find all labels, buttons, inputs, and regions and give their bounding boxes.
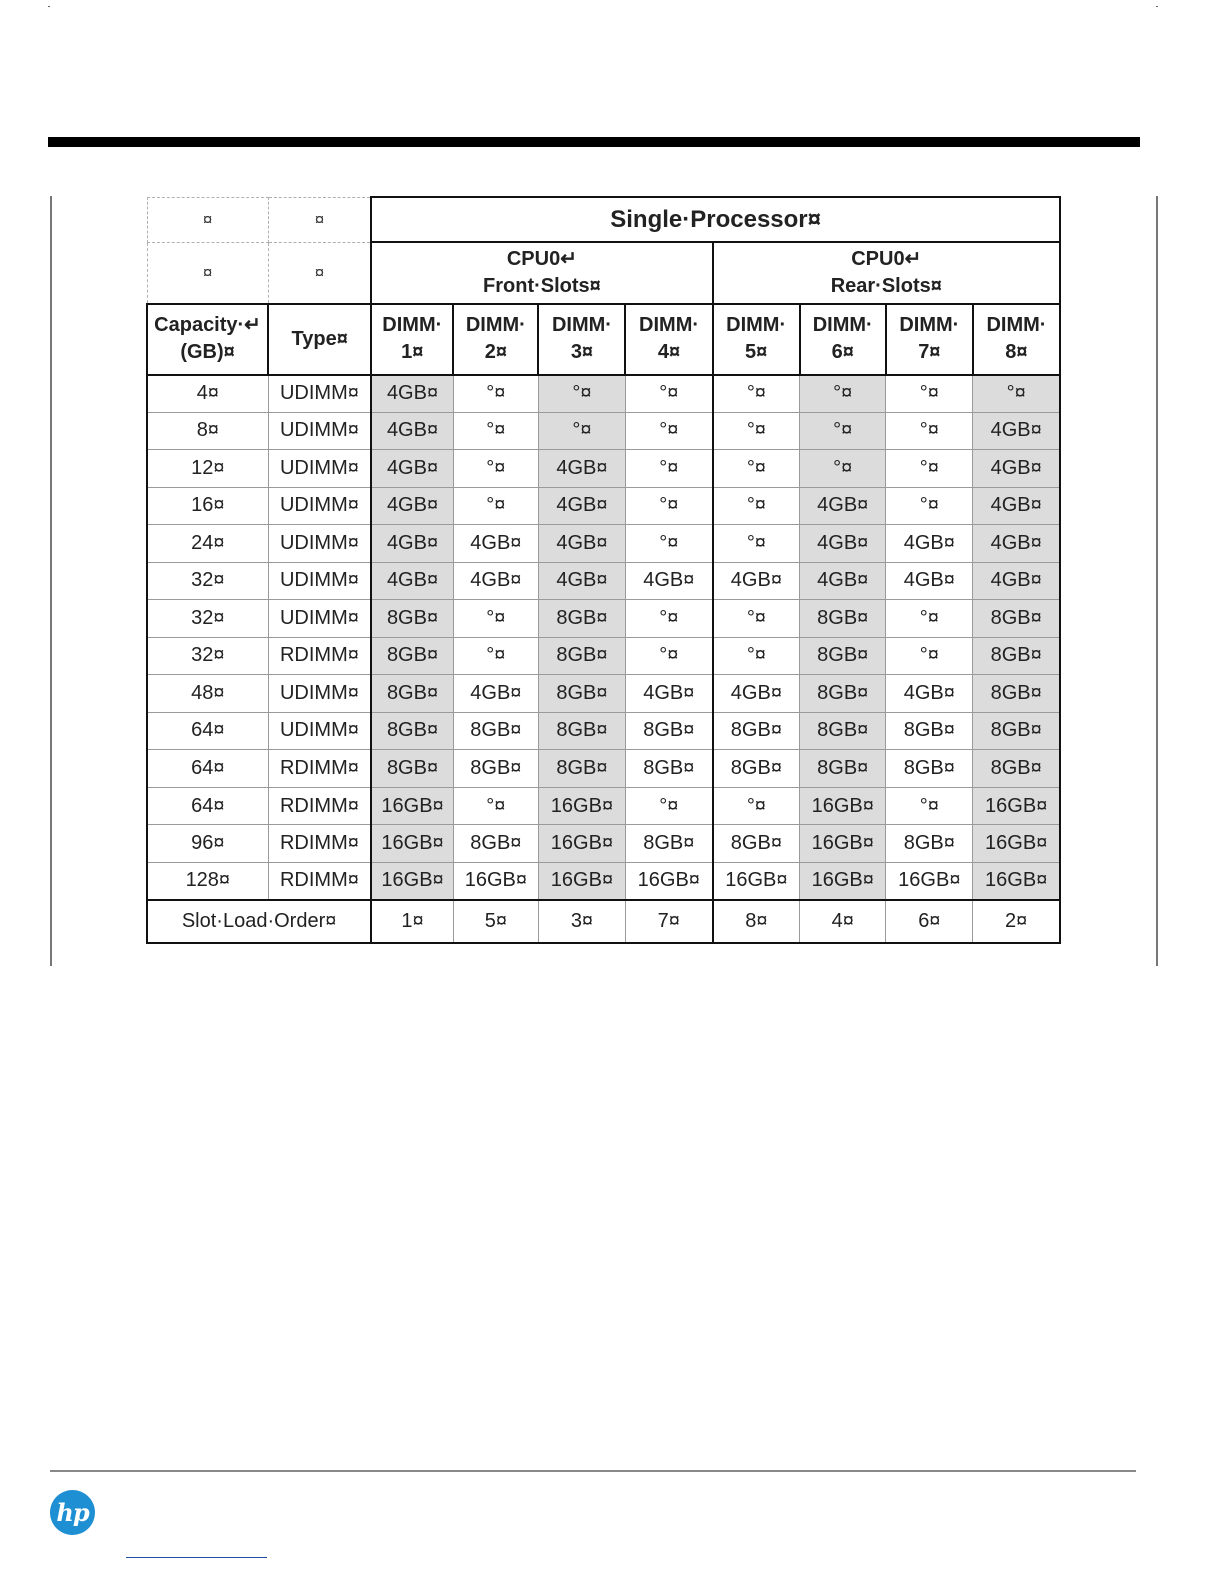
- capacity-header-line1: Capacity·↵: [154, 314, 261, 337]
- dimm-1-cell: 8GB¤: [371, 600, 453, 638]
- dimm-7-cell: 8GB¤: [886, 825, 973, 863]
- front-slots-header: [371, 242, 712, 304]
- rear-slots-line1: CPU0↵: [851, 248, 922, 271]
- dimm-7-cell: 16GB¤: [886, 862, 973, 900]
- dimm-4-cell: 8GB¤: [625, 712, 712, 750]
- dimm-8-cell: 16GB¤: [973, 787, 1060, 825]
- capacity-cell: 12¤: [147, 450, 268, 488]
- dimm-4-cell: °¤: [625, 787, 712, 825]
- dimm-1-cell: 8GB¤: [371, 712, 453, 750]
- dimm-5-cell: °¤: [713, 600, 800, 638]
- dimm-1-cell: 4GB¤: [371, 450, 453, 488]
- column-header-row: [147, 304, 1060, 374]
- footer-rule: [50, 1470, 1136, 1472]
- capacity-cell: 64¤: [147, 750, 268, 788]
- empty-cell: ¤: [268, 242, 371, 304]
- dimm-2-cell: 8GB¤: [453, 750, 538, 788]
- dimm-2-cell: 16GB¤: [453, 862, 538, 900]
- type-cell: RDIMM¤: [268, 637, 371, 675]
- dimm-1-cell: 4GB¤: [371, 525, 453, 563]
- dimm-8-cell: 8GB¤: [973, 750, 1060, 788]
- table-row: [147, 562, 1060, 600]
- table-row: [147, 525, 1060, 563]
- dimm-5-cell: 8GB¤: [713, 750, 800, 788]
- dimm-7-cell: 4GB¤: [886, 562, 973, 600]
- dimm-8-cell: 8GB¤: [973, 712, 1060, 750]
- dimm-7-cell: °¤: [886, 487, 973, 525]
- dimm-8-cell: 4GB¤: [973, 450, 1060, 488]
- dimm-3-cell: 16GB¤: [538, 825, 625, 863]
- dimm-header-line1: DIMM·: [551, 314, 612, 337]
- dimm-6-cell: 16GB¤: [800, 862, 886, 900]
- dimm-4-cell: °¤: [625, 637, 712, 675]
- dimm-6-cell: 4GB¤: [800, 525, 886, 563]
- table-title: Single·Processor¤: [371, 197, 1060, 242]
- dimm-8-cell: 8GB¤: [973, 637, 1060, 675]
- dimm-header-line1: DIMM·: [986, 314, 1047, 337]
- dimm-3-cell: 4GB¤: [538, 525, 625, 563]
- dimm-2-cell: °¤: [453, 450, 538, 488]
- dimm-6-cell: °¤: [800, 375, 886, 413]
- rear-slots-header: [713, 242, 1060, 304]
- frame-line-right: [1156, 196, 1158, 966]
- dimm-3-cell: °¤: [538, 375, 625, 413]
- slot-load-order-value: 7¤: [625, 900, 712, 943]
- dimm-1-cell: 16GB¤: [371, 862, 453, 900]
- capacity-cell: 48¤: [147, 675, 268, 713]
- dimm-4-cell: 4GB¤: [625, 562, 712, 600]
- dimm-2-cell: 8GB¤: [453, 712, 538, 750]
- dimm-header-line2: 5¤: [745, 341, 768, 364]
- dimm-8-cell: 16GB¤: [973, 825, 1060, 863]
- dimm-5-cell: 4GB¤: [713, 562, 800, 600]
- type-cell: UDIMM¤: [268, 562, 371, 600]
- table-row: [147, 675, 1060, 713]
- dimm-8-cell: 16GB¤: [973, 862, 1060, 900]
- dimm-6-cell: 8GB¤: [800, 750, 886, 788]
- dimm-header-line2: 2¤: [484, 341, 507, 364]
- table-row: [147, 825, 1060, 863]
- capacity-cell: 32¤: [147, 637, 268, 675]
- dimm-6-cell: 16GB¤: [800, 787, 886, 825]
- empty-cell: ¤: [147, 242, 268, 304]
- dimm-4-cell: 4GB¤: [625, 675, 712, 713]
- dimm-3-cell: 4GB¤: [538, 450, 625, 488]
- dimm-4-cell: 16GB¤: [625, 862, 712, 900]
- dimm-6-cell: 8GB¤: [800, 675, 886, 713]
- type-cell: UDIMM¤: [268, 600, 371, 638]
- dimm-3-cell: 8GB¤: [538, 675, 625, 713]
- dimm-7-cell: 8GB¤: [886, 750, 973, 788]
- dimm-2-cell: 8GB¤: [453, 825, 538, 863]
- dimm-header-line2: 3¤: [570, 341, 594, 364]
- capacity-cell: 32¤: [147, 600, 268, 638]
- dimm-6-cell: 16GB¤: [800, 825, 886, 863]
- capacity-cell: 64¤: [147, 712, 268, 750]
- capacity-cell: 32¤: [147, 562, 268, 600]
- dimm-3-cell: 4GB¤: [538, 562, 625, 600]
- dimm-2-cell: °¤: [453, 375, 538, 413]
- dimm-2-cell: °¤: [453, 787, 538, 825]
- type-cell: UDIMM¤: [268, 375, 371, 413]
- dimm-7-cell: °¤: [886, 637, 973, 675]
- dimm-6-cell: 8GB¤: [800, 637, 886, 675]
- dimm-1-cell: 4GB¤: [371, 562, 453, 600]
- corner-mark-left: [48, 6, 50, 7]
- dimm-7-cell: °¤: [886, 600, 973, 638]
- dimm-header-line2: 1¤: [401, 341, 424, 364]
- capacity-cell: 64¤: [147, 787, 268, 825]
- dimm-6-cell: 8GB¤: [800, 712, 886, 750]
- dimm-6-cell: °¤: [800, 412, 886, 450]
- dimm-8-cell: 8GB¤: [973, 675, 1060, 713]
- slot-load-order-value: 2¤: [973, 900, 1060, 943]
- dimm-2-cell: 4GB¤: [453, 562, 538, 600]
- dimm-header-line2: 8¤: [1005, 341, 1028, 364]
- dimm-6-cell: 4GB¤: [800, 562, 886, 600]
- slot-load-order-value: 6¤: [886, 900, 973, 943]
- dimm-2-cell: °¤: [453, 412, 538, 450]
- dimm-2-cell: °¤: [453, 487, 538, 525]
- header-rule: [48, 137, 1140, 147]
- type-cell: UDIMM¤: [268, 450, 371, 488]
- dimm-8-cell: 4GB¤: [973, 412, 1060, 450]
- dimm-8-cell: 4GB¤: [973, 562, 1060, 600]
- slot-load-order-label: Slot·Load·Order¤: [147, 900, 371, 943]
- corner-mark-right: [1156, 6, 1158, 7]
- type-cell: UDIMM¤: [268, 487, 371, 525]
- dimm-7-header: [886, 304, 973, 374]
- dimm-5-cell: °¤: [713, 487, 800, 525]
- dimm-8-cell: °¤: [973, 375, 1060, 413]
- capacity-header: [147, 304, 268, 374]
- dimm-1-cell: 16GB¤: [371, 787, 453, 825]
- dimm-header-line2: 6¤: [831, 341, 854, 364]
- type-cell: UDIMM¤: [268, 412, 371, 450]
- dimm-1-header: [371, 304, 453, 374]
- dimm-5-cell: 16GB¤: [713, 862, 800, 900]
- dimm-header-line1: DIMM·: [899, 314, 960, 337]
- footer-link-underline: [126, 1557, 267, 1558]
- dimm-7-cell: °¤: [886, 787, 973, 825]
- type-header: Type¤: [268, 304, 371, 374]
- dimm-3-cell: 8GB¤: [538, 600, 625, 638]
- group-header-row: [147, 242, 1060, 304]
- capacity-cell: 4¤: [147, 375, 268, 413]
- memory-population-table: [146, 196, 1061, 944]
- dimm-1-cell: 16GB¤: [371, 825, 453, 863]
- table-row: [147, 375, 1060, 413]
- table-row: [147, 787, 1060, 825]
- dimm-1-cell: 8GB¤: [371, 637, 453, 675]
- type-cell: RDIMM¤: [268, 787, 371, 825]
- dimm-8-header: [973, 304, 1060, 374]
- dimm-2-cell: 4GB¤: [453, 525, 538, 563]
- dimm-4-cell: °¤: [625, 600, 712, 638]
- dimm-8-cell: 8GB¤: [973, 600, 1060, 638]
- slot-load-order-value: 1¤: [371, 900, 453, 943]
- rear-slots-line2: Rear·Slots¤: [830, 275, 942, 298]
- dimm-3-cell: 8GB¤: [538, 712, 625, 750]
- table-row: [147, 862, 1060, 900]
- dimm-5-cell: °¤: [713, 412, 800, 450]
- dimm-2-cell: 4GB¤: [453, 675, 538, 713]
- dimm-7-cell: °¤: [886, 412, 973, 450]
- dimm-3-cell: °¤: [538, 412, 625, 450]
- slot-load-order-row: [147, 900, 1060, 943]
- dimm-4-cell: °¤: [625, 375, 712, 413]
- front-slots-line2: Front·Slots¤: [483, 275, 601, 298]
- dimm-7-cell: °¤: [886, 450, 973, 488]
- dimm-6-cell: 8GB¤: [800, 600, 886, 638]
- dimm-6-header: [800, 304, 886, 374]
- dimm-1-cell: 4GB¤: [371, 412, 453, 450]
- dimm-8-cell: 4GB¤: [973, 487, 1060, 525]
- slot-load-order-value: 8¤: [713, 900, 800, 943]
- dimm-5-cell: 8GB¤: [713, 712, 800, 750]
- dimm-3-cell: 8GB¤: [538, 637, 625, 675]
- dimm-3-cell: 16GB¤: [538, 862, 625, 900]
- capacity-cell: 8¤: [147, 412, 268, 450]
- dimm-4-header: [625, 304, 712, 374]
- type-cell: UDIMM¤: [268, 675, 371, 713]
- dimm-2-header: [453, 304, 538, 374]
- dimm-header-line1: DIMM·: [382, 314, 443, 337]
- slot-load-order-value: 5¤: [453, 900, 538, 943]
- dimm-2-cell: °¤: [453, 637, 538, 675]
- capacity-cell: 96¤: [147, 825, 268, 863]
- dimm-4-cell: 8GB¤: [625, 750, 712, 788]
- table-row: [147, 637, 1060, 675]
- dimm-3-cell: 16GB¤: [538, 787, 625, 825]
- dimm-header-line1: DIMM·: [639, 314, 700, 337]
- type-cell: RDIMM¤: [268, 862, 371, 900]
- dimm-header-line1: DIMM·: [726, 314, 787, 337]
- dimm-1-cell: 8GB¤: [371, 750, 453, 788]
- dimm-1-cell: 4GB¤: [371, 487, 453, 525]
- dimm-5-cell: °¤: [713, 637, 800, 675]
- dimm-4-cell: °¤: [625, 450, 712, 488]
- frame-line-left: [50, 196, 52, 966]
- table-body: [147, 197, 1060, 943]
- table-row: [147, 600, 1060, 638]
- dimm-header-line1: DIMM·: [465, 314, 526, 337]
- memory-population-table-container: [146, 196, 1061, 944]
- dimm-5-cell: 4GB¤: [713, 675, 800, 713]
- type-cell: RDIMM¤: [268, 825, 371, 863]
- capacity-header-line2: (GB)¤: [180, 341, 235, 364]
- table-row: [147, 450, 1060, 488]
- dimm-1-cell: 4GB¤: [371, 375, 453, 413]
- dimm-5-cell: °¤: [713, 375, 800, 413]
- dimm-4-cell: °¤: [625, 525, 712, 563]
- dimm-header-line2: 7¤: [918, 341, 941, 364]
- type-cell: UDIMM¤: [268, 712, 371, 750]
- dimm-header-line1: DIMM·: [812, 314, 873, 337]
- dimm-7-cell: 8GB¤: [886, 712, 973, 750]
- dimm-6-cell: 4GB¤: [800, 487, 886, 525]
- table-row: [147, 750, 1060, 788]
- dimm-5-cell: °¤: [713, 525, 800, 563]
- dimm-4-cell: °¤: [625, 412, 712, 450]
- slot-load-order-value: 3¤: [538, 900, 625, 943]
- dimm-5-header: [713, 304, 800, 374]
- capacity-cell: 24¤: [147, 525, 268, 563]
- dimm-1-cell: 8GB¤: [371, 675, 453, 713]
- table-row: [147, 487, 1060, 525]
- empty-cell: ¤: [147, 197, 268, 242]
- dimm-6-cell: °¤: [800, 450, 886, 488]
- dimm-3-header: [538, 304, 625, 374]
- dimm-3-cell: 8GB¤: [538, 750, 625, 788]
- dimm-3-cell: 4GB¤: [538, 487, 625, 525]
- dimm-5-cell: 8GB¤: [713, 825, 800, 863]
- dimm-4-cell: 8GB¤: [625, 825, 712, 863]
- dimm-header-line2: 4¤: [657, 341, 681, 364]
- empty-cell: ¤: [268, 197, 371, 242]
- type-cell: RDIMM¤: [268, 750, 371, 788]
- slot-load-order-value: 4¤: [800, 900, 886, 943]
- type-cell: UDIMM¤: [268, 525, 371, 563]
- dimm-7-cell: 4GB¤: [886, 675, 973, 713]
- hp-logo: hp: [50, 1490, 95, 1535]
- capacity-cell: 128¤: [147, 862, 268, 900]
- dimm-2-cell: °¤: [453, 600, 538, 638]
- table-row: [147, 712, 1060, 750]
- table-row: [147, 412, 1060, 450]
- dimm-5-cell: °¤: [713, 450, 800, 488]
- title-row: [147, 197, 1060, 242]
- dimm-5-cell: °¤: [713, 787, 800, 825]
- capacity-cell: 16¤: [147, 487, 268, 525]
- dimm-8-cell: 4GB¤: [973, 525, 1060, 563]
- front-slots-line1: CPU0↵: [506, 248, 577, 271]
- dimm-7-cell: 4GB¤: [886, 525, 973, 563]
- dimm-7-cell: °¤: [886, 375, 973, 413]
- dimm-4-cell: °¤: [625, 487, 712, 525]
